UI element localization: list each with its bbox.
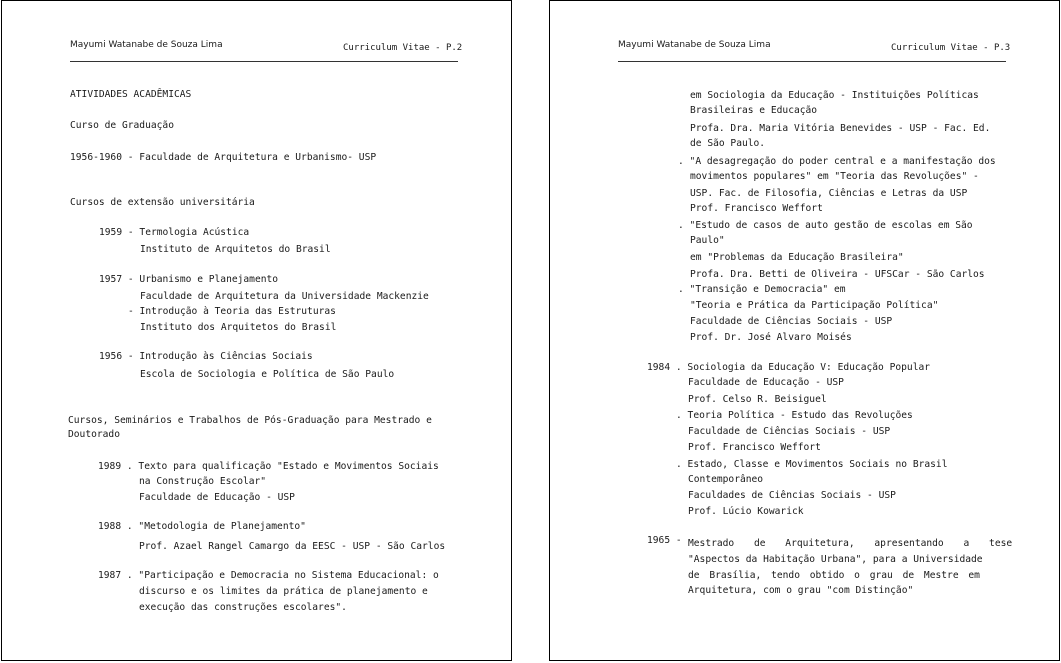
line-09: . "Estudo de casos de auto gestão de escolas em São <box>678 220 973 231</box>
line-22: Prof. Francisco Weffort <box>688 442 821 453</box>
ext-1959-line2: Instituto de Arquitetos do Brasil <box>140 244 331 255</box>
line-03: Profa. Dra. Maria Vitória Benevides - USP - Fac. Ed. <box>690 123 991 134</box>
line-20: . Teoria Política - Estudo das Revoluções <box>676 410 913 421</box>
line-27-text: Mestrado de Arquitetura, apresentando a tese <box>688 538 1013 549</box>
extension-heading: Cursos de extensão universitária <box>70 197 255 208</box>
postgrad-heading-line1: Cursos, Seminários e Trabalhos de Pós-Graduação para Mestrado e <box>68 415 432 426</box>
graduation-entry: 1956-1960 - Faculdade de Arquitetura e Urbanismo- USP <box>70 152 377 163</box>
line-04: de São Paulo. <box>690 138 766 149</box>
line-11: em "Problemas da Educação Brasileira" <box>690 252 904 263</box>
line-13: . "Transição e Democracia" em <box>678 284 846 295</box>
ext-1956-line1: 1956 - Introdução às Ciências Sociais <box>99 351 313 362</box>
ext-1957-line4: Instituto dos Arquitetos do Brasil <box>140 322 337 333</box>
line-24: Contemporâneo <box>688 474 764 485</box>
ext-1957-line1: 1957 - Urbanismo e Planejamento <box>99 274 279 285</box>
line-05: . "A desagregação do poder central e a manifestação dos <box>678 156 996 167</box>
line-27 <box>688 538 1013 550</box>
line-23: . Estado, Classe e Movimentos Sociais no Brasil <box>676 459 948 470</box>
pg-1989-line3: Faculdade de Educação - USP <box>139 492 295 503</box>
line-16: Prof. Dr. José Alvaro Moisés <box>690 332 852 343</box>
pg-1989-line2: na Construção Escolar" <box>139 476 267 487</box>
line-29: de Brasília, tendo obtido o grau de Mestre em <box>688 570 980 581</box>
header-title: Curriculum Vitae - P.3 <box>891 43 1011 53</box>
postgrad-heading-line2: Doutorado <box>68 429 120 440</box>
pg-1987-line3: execução das construções escolares". <box>139 602 347 613</box>
line-08: Prof. Francisco Weffort <box>690 203 823 214</box>
line-17: 1984 . Sociologia da Educação V: Educação Popular <box>647 362 931 373</box>
header-rule <box>70 61 458 62</box>
line-14: "Teoria e Prática da Participação Política" <box>690 300 939 311</box>
ext-1957-line2: Faculdade de Arquitetura da Universidade Mackenzie <box>140 291 429 302</box>
line-06: movimentos populares" em "Teoria das Revoluções" - <box>690 171 979 182</box>
pg-1989-line1: 1989 . Texto para qualificação "Estado e Movimentos Sociais <box>98 461 439 472</box>
line-01: em Sociologia da Educação - Instituições Políticas <box>690 90 979 101</box>
line-26: Prof. Lúcio Kowarick <box>688 506 804 517</box>
ext-1957-line3: - Introdução à Teoria das Estruturas <box>128 306 336 317</box>
line-28: "Aspectos da Habitação Urbana", para a Universidade <box>688 554 983 565</box>
line-07: USP. Fac. de Filosofia, Ciências e Letras da USP <box>690 188 968 199</box>
pg-1988-line2: Prof. Azael Rangel Camargo da EESC - USP - São Carlos <box>139 541 446 552</box>
ext-1956-line2: Escola de Sociologia e Política de São Paulo <box>140 369 395 380</box>
header-title: Curriculum Vitae - P.2 <box>343 43 463 53</box>
ext-1959-line1: 1959 - Termologia Acústica <box>99 227 250 238</box>
page-right <box>549 0 1060 661</box>
section-title: ATIVIDADES ACADÊMICAS <box>70 89 192 100</box>
line-15: Faculdade de Ciências Sociais - USP <box>690 316 893 327</box>
header-name: Mayumi Watanabe de Souza Lima <box>70 40 223 50</box>
pg-1988-line1: 1988 . "Metodologia de Planejamento" <box>98 521 306 532</box>
line-19: Prof. Celso R. Beisiguel <box>688 394 827 405</box>
line-25: Faculdades de Ciências Sociais - USP <box>688 490 896 501</box>
pg-1987-line1: 1987 . "Participação e Democracia no Sistema Educacional: o <box>98 570 439 581</box>
line-21: Faculdade de Ciências Sociais - USP <box>688 426 891 437</box>
line-10: Paulo" <box>690 235 725 246</box>
page-left <box>1 0 512 661</box>
line-02: Brasileiras e Educação <box>690 105 818 116</box>
pg-1987-line2: discurso e os limites da prática de planejamento e <box>139 586 428 597</box>
header-name: Mayumi Watanabe de Souza Lima <box>618 40 771 50</box>
line-18: Faculdade de Educação - USP <box>688 377 844 388</box>
graduation-heading: Curso de Graduação <box>70 120 174 131</box>
line-27-year: 1965 - <box>647 535 682 546</box>
line-12: Profa. Dra. Betti de Oliveira - UFSCar - São Carlos <box>690 269 985 280</box>
header-rule <box>618 61 1006 62</box>
line-30: Arquitetura, com o grau "com Distinção" <box>688 585 914 596</box>
